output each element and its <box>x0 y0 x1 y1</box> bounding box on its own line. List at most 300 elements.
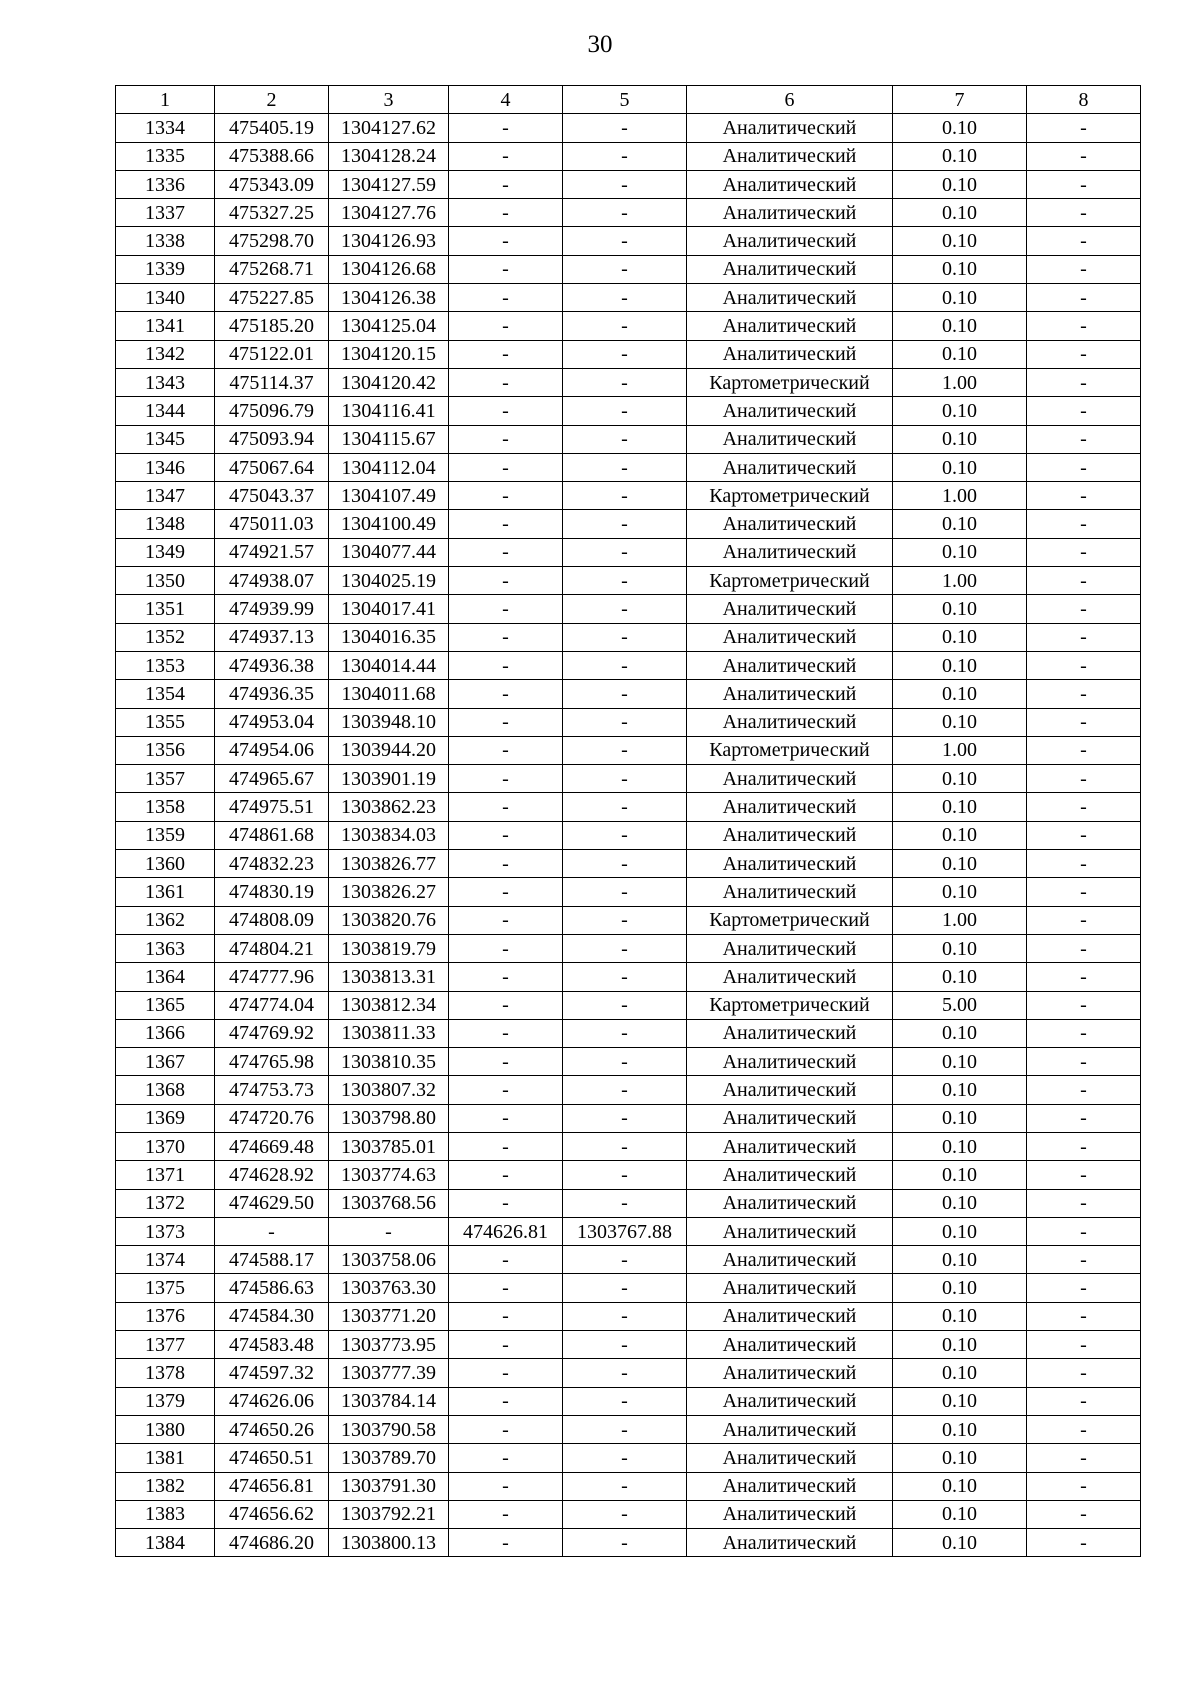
accuracy-cell: 0.10 <box>893 934 1027 962</box>
method-cell: Аналитический <box>687 1529 893 1557</box>
method-cell: Аналитический <box>687 708 893 736</box>
column-header: 4 <box>449 86 563 114</box>
x-new-cell: - <box>449 991 563 1019</box>
x-coordinate-cell: 474669.48 <box>215 1132 329 1160</box>
x-new-cell: - <box>449 878 563 906</box>
y-new-cell: - <box>563 1444 687 1472</box>
y-coordinate-cell: 1303819.79 <box>329 934 449 962</box>
x-coordinate-cell: 474830.19 <box>215 878 329 906</box>
table-row <box>116 227 1141 255</box>
point-number-cell: 1353 <box>116 651 215 679</box>
x-new-cell: - <box>449 934 563 962</box>
point-number-cell: 1349 <box>116 538 215 566</box>
accuracy-cell: 0.10 <box>893 1444 1027 1472</box>
method-cell: Аналитический <box>687 142 893 170</box>
x-new-cell: - <box>449 170 563 198</box>
table-row <box>116 510 1141 538</box>
accuracy-cell: 0.10 <box>893 1359 1027 1387</box>
accuracy-cell: 0.10 <box>893 1331 1027 1359</box>
accuracy-cell: 0.10 <box>893 821 1027 849</box>
note-cell: - <box>1027 1132 1141 1160</box>
y-new-cell: - <box>563 368 687 396</box>
note-cell: - <box>1027 397 1141 425</box>
method-cell: Аналитический <box>687 1161 893 1189</box>
method-cell: Аналитический <box>687 1415 893 1443</box>
note-cell: - <box>1027 963 1141 991</box>
note-cell: - <box>1027 623 1141 651</box>
x-new-cell: - <box>449 510 563 538</box>
y-new-cell: - <box>563 651 687 679</box>
table-row <box>116 906 1141 934</box>
x-coordinate-cell: 474954.06 <box>215 736 329 764</box>
table-row <box>116 1274 1141 1302</box>
note-cell: - <box>1027 1048 1141 1076</box>
point-number-cell: 1357 <box>116 765 215 793</box>
table-row <box>116 114 1141 142</box>
x-new-cell: - <box>449 736 563 764</box>
x-new-cell: - <box>449 227 563 255</box>
x-coordinate-cell: 475343.09 <box>215 170 329 198</box>
x-new-cell: - <box>449 255 563 283</box>
table-row <box>116 312 1141 340</box>
accuracy-cell: 0.10 <box>893 765 1027 793</box>
table-row <box>116 1359 1141 1387</box>
x-coordinate-cell: 474769.92 <box>215 1019 329 1047</box>
y-new-cell: - <box>563 821 687 849</box>
y-coordinate-cell: 1304100.49 <box>329 510 449 538</box>
x-new-cell: - <box>449 1472 563 1500</box>
note-cell: - <box>1027 1331 1141 1359</box>
accuracy-cell: 0.10 <box>893 708 1027 736</box>
method-cell: Аналитический <box>687 340 893 368</box>
table-row <box>116 1331 1141 1359</box>
method-cell: Аналитический <box>687 878 893 906</box>
note-cell: - <box>1027 708 1141 736</box>
note-cell: - <box>1027 1529 1141 1557</box>
method-cell: Аналитический <box>687 793 893 821</box>
x-coordinate-cell: 475185.20 <box>215 312 329 340</box>
y-coordinate-cell: 1303834.03 <box>329 821 449 849</box>
accuracy-cell: 0.10 <box>893 425 1027 453</box>
accuracy-cell: 0.10 <box>893 1104 1027 1132</box>
accuracy-cell: 1.00 <box>893 736 1027 764</box>
accuracy-cell: 1.00 <box>893 482 1027 510</box>
method-cell: Аналитический <box>687 1302 893 1330</box>
y-coordinate-cell: 1303774.63 <box>329 1161 449 1189</box>
table-row <box>116 850 1141 878</box>
point-number-cell: 1380 <box>116 1415 215 1443</box>
x-coordinate-cell: 475096.79 <box>215 397 329 425</box>
y-new-cell: - <box>563 397 687 425</box>
y-coordinate-cell: 1303813.31 <box>329 963 449 991</box>
y-coordinate-cell: 1303807.32 <box>329 1076 449 1104</box>
y-new-cell: - <box>563 340 687 368</box>
table-row <box>116 765 1141 793</box>
x-coordinate-cell: 475093.94 <box>215 425 329 453</box>
x-coordinate-cell: 474629.50 <box>215 1189 329 1217</box>
accuracy-cell: 0.10 <box>893 1217 1027 1245</box>
x-coordinate-cell: 474953.04 <box>215 708 329 736</box>
y-coordinate-cell: 1303790.58 <box>329 1415 449 1443</box>
accuracy-cell: 0.10 <box>893 963 1027 991</box>
y-coordinate-cell: 1303768.56 <box>329 1189 449 1217</box>
table-row <box>116 199 1141 227</box>
note-cell: - <box>1027 1274 1141 1302</box>
table-row <box>116 567 1141 595</box>
table-row <box>116 1104 1141 1132</box>
y-new-cell: - <box>563 170 687 198</box>
y-new-cell: - <box>563 114 687 142</box>
method-cell: Аналитический <box>687 397 893 425</box>
y-coordinate-cell: 1304112.04 <box>329 453 449 481</box>
x-new-cell: - <box>449 1387 563 1415</box>
point-number-cell: 1365 <box>116 991 215 1019</box>
accuracy-cell: 1.00 <box>893 906 1027 934</box>
point-number-cell: 1372 <box>116 1189 215 1217</box>
y-coordinate-cell: 1304116.41 <box>329 397 449 425</box>
method-cell: Аналитический <box>687 284 893 312</box>
x-new-cell: - <box>449 425 563 453</box>
x-coordinate-cell: 474626.06 <box>215 1387 329 1415</box>
note-cell: - <box>1027 991 1141 1019</box>
point-number-cell: 1344 <box>116 397 215 425</box>
note-cell: - <box>1027 878 1141 906</box>
x-coordinate-cell: 474656.62 <box>215 1500 329 1528</box>
table-row <box>116 453 1141 481</box>
point-number-cell: 1363 <box>116 934 215 962</box>
x-new-cell: - <box>449 1274 563 1302</box>
y-coordinate-cell: 1303792.21 <box>329 1500 449 1528</box>
accuracy-cell: 0.10 <box>893 510 1027 538</box>
y-new-cell: - <box>563 1359 687 1387</box>
table-row <box>116 623 1141 651</box>
table-row <box>116 284 1141 312</box>
accuracy-cell: 0.10 <box>893 651 1027 679</box>
table-row <box>116 1246 1141 1274</box>
x-new-cell: - <box>449 963 563 991</box>
note-cell: - <box>1027 765 1141 793</box>
y-new-cell: - <box>563 623 687 651</box>
y-coordinate-cell: 1303812.34 <box>329 991 449 1019</box>
point-number-cell: 1335 <box>116 142 215 170</box>
point-number-cell: 1337 <box>116 199 215 227</box>
y-new-cell: - <box>563 595 687 623</box>
y-coordinate-cell: 1304127.62 <box>329 114 449 142</box>
table-row <box>116 1529 1141 1557</box>
table-row <box>116 1132 1141 1160</box>
x-new-cell: - <box>449 623 563 651</box>
x-coordinate-cell: 475388.66 <box>215 142 329 170</box>
method-cell: Картометрический <box>687 567 893 595</box>
table-row <box>116 680 1141 708</box>
method-cell: Аналитический <box>687 595 893 623</box>
note-cell: - <box>1027 255 1141 283</box>
note-cell: - <box>1027 821 1141 849</box>
note-cell: - <box>1027 651 1141 679</box>
method-cell: Аналитический <box>687 1274 893 1302</box>
note-cell: - <box>1027 850 1141 878</box>
x-coordinate-cell: 474861.68 <box>215 821 329 849</box>
x-new-cell: - <box>449 595 563 623</box>
column-header: 6 <box>687 86 893 114</box>
note-cell: - <box>1027 1189 1141 1217</box>
x-coordinate-cell: 474937.13 <box>215 623 329 651</box>
accuracy-cell: 0.10 <box>893 199 1027 227</box>
note-cell: - <box>1027 1019 1141 1047</box>
point-number-cell: 1358 <box>116 793 215 821</box>
y-new-cell: - <box>563 680 687 708</box>
point-number-cell: 1381 <box>116 1444 215 1472</box>
x-coordinate-cell: 474965.67 <box>215 765 329 793</box>
method-cell: Аналитический <box>687 850 893 878</box>
table-row <box>116 142 1141 170</box>
table-row <box>116 821 1141 849</box>
y-new-cell: - <box>563 1161 687 1189</box>
column-header: 7 <box>893 86 1027 114</box>
method-cell: Аналитический <box>687 821 893 849</box>
method-cell: Аналитический <box>687 312 893 340</box>
note-cell: - <box>1027 368 1141 396</box>
method-cell: Аналитический <box>687 1048 893 1076</box>
x-coordinate-cell: 475327.25 <box>215 199 329 227</box>
y-new-cell: - <box>563 1246 687 1274</box>
accuracy-cell: 0.10 <box>893 1529 1027 1557</box>
y-new-cell: - <box>563 1415 687 1443</box>
x-new-cell: - <box>449 142 563 170</box>
y-new-cell: - <box>563 567 687 595</box>
accuracy-cell: 1.00 <box>893 368 1027 396</box>
y-coordinate-cell: 1304120.15 <box>329 340 449 368</box>
x-coordinate-cell: 474650.26 <box>215 1415 329 1443</box>
accuracy-cell: 0.10 <box>893 680 1027 708</box>
point-number-cell: 1356 <box>116 736 215 764</box>
point-number-cell: 1336 <box>116 170 215 198</box>
method-cell: Аналитический <box>687 1076 893 1104</box>
point-number-cell: 1339 <box>116 255 215 283</box>
method-cell: Аналитический <box>687 651 893 679</box>
x-new-cell: - <box>449 1246 563 1274</box>
y-coordinate-cell: 1304077.44 <box>329 538 449 566</box>
point-number-cell: 1360 <box>116 850 215 878</box>
x-coordinate-cell: 475114.37 <box>215 368 329 396</box>
method-cell: Аналитический <box>687 255 893 283</box>
y-new-cell: - <box>563 227 687 255</box>
accuracy-cell: 0.10 <box>893 142 1027 170</box>
point-number-cell: 1366 <box>116 1019 215 1047</box>
table-row <box>116 651 1141 679</box>
y-new-cell: - <box>563 1302 687 1330</box>
x-new-cell: - <box>449 793 563 821</box>
x-coordinate-cell: 474753.73 <box>215 1076 329 1104</box>
point-number-cell: 1350 <box>116 567 215 595</box>
y-coordinate-cell: 1303763.30 <box>329 1274 449 1302</box>
point-number-cell: 1364 <box>116 963 215 991</box>
accuracy-cell: 0.10 <box>893 1302 1027 1330</box>
y-new-cell: - <box>563 255 687 283</box>
x-new-cell: - <box>449 1500 563 1528</box>
method-cell: Аналитический <box>687 1359 893 1387</box>
table-row <box>116 793 1141 821</box>
y-new-cell: - <box>563 1500 687 1528</box>
coordinates-table <box>115 85 1141 1557</box>
point-number-cell: 1359 <box>116 821 215 849</box>
note-cell: - <box>1027 736 1141 764</box>
accuracy-cell: 0.10 <box>893 284 1027 312</box>
column-header: 1 <box>116 86 215 114</box>
y-coordinate-cell: 1303771.20 <box>329 1302 449 1330</box>
point-number-cell: 1368 <box>116 1076 215 1104</box>
x-new-cell: - <box>449 1529 563 1557</box>
x-coordinate-cell: 475011.03 <box>215 510 329 538</box>
method-cell: Аналитический <box>687 680 893 708</box>
y-coordinate-cell: 1304127.76 <box>329 199 449 227</box>
x-new-cell: - <box>449 199 563 227</box>
method-cell: Картометрический <box>687 482 893 510</box>
x-new-cell: - <box>449 651 563 679</box>
table-row <box>116 708 1141 736</box>
x-coordinate-cell: 474765.98 <box>215 1048 329 1076</box>
accuracy-cell: 0.10 <box>893 878 1027 906</box>
accuracy-cell: 0.10 <box>893 1076 1027 1104</box>
point-number-cell: 1362 <box>116 906 215 934</box>
table-row <box>116 340 1141 368</box>
point-number-cell: 1382 <box>116 1472 215 1500</box>
x-coordinate-cell: 474650.51 <box>215 1444 329 1472</box>
y-coordinate-cell: 1303789.70 <box>329 1444 449 1472</box>
y-new-cell: - <box>563 906 687 934</box>
table-row <box>116 1387 1141 1415</box>
y-new-cell: - <box>563 453 687 481</box>
note-cell: - <box>1027 1500 1141 1528</box>
x-coordinate-cell: 474777.96 <box>215 963 329 991</box>
method-cell: Картометрический <box>687 368 893 396</box>
y-coordinate-cell: 1304014.44 <box>329 651 449 679</box>
y-coordinate-cell: 1304128.24 <box>329 142 449 170</box>
x-new-cell: - <box>449 850 563 878</box>
accuracy-cell: 0.10 <box>893 623 1027 651</box>
accuracy-cell: 0.10 <box>893 1472 1027 1500</box>
x-coordinate-cell: 475227.85 <box>215 284 329 312</box>
method-cell: Аналитический <box>687 1019 893 1047</box>
point-number-cell: 1345 <box>116 425 215 453</box>
accuracy-cell: 0.10 <box>893 227 1027 255</box>
x-new-cell: - <box>449 340 563 368</box>
method-cell: Аналитический <box>687 963 893 991</box>
x-coordinate-cell: 474936.38 <box>215 651 329 679</box>
accuracy-cell: 0.10 <box>893 397 1027 425</box>
x-coordinate-cell: 474938.07 <box>215 567 329 595</box>
y-new-cell: - <box>563 1104 687 1132</box>
method-cell: Аналитический <box>687 1500 893 1528</box>
note-cell: - <box>1027 1104 1141 1132</box>
y-coordinate-cell: 1303810.35 <box>329 1048 449 1076</box>
method-cell: Картометрический <box>687 906 893 934</box>
accuracy-cell: 0.10 <box>893 1415 1027 1443</box>
y-coordinate-cell: 1303811.33 <box>329 1019 449 1047</box>
y-new-cell: - <box>563 199 687 227</box>
accuracy-cell: 0.10 <box>893 1019 1027 1047</box>
y-coordinate-cell: 1304017.41 <box>329 595 449 623</box>
y-coordinate-cell: 1303777.39 <box>329 1359 449 1387</box>
point-number-cell: 1379 <box>116 1387 215 1415</box>
note-cell: - <box>1027 312 1141 340</box>
x-new-cell: - <box>449 708 563 736</box>
method-cell: Аналитический <box>687 1444 893 1472</box>
note-cell: - <box>1027 142 1141 170</box>
x-coordinate-cell: 474804.21 <box>215 934 329 962</box>
y-new-cell: 1303767.88 <box>563 1217 687 1245</box>
accuracy-cell: 0.10 <box>893 1048 1027 1076</box>
x-new-cell: - <box>449 1132 563 1160</box>
accuracy-cell: 0.10 <box>893 538 1027 566</box>
x-coordinate-cell: 475122.01 <box>215 340 329 368</box>
method-cell: Аналитический <box>687 510 893 538</box>
note-cell: - <box>1027 793 1141 821</box>
table-row <box>116 1415 1141 1443</box>
accuracy-cell: 0.10 <box>893 1246 1027 1274</box>
y-coordinate-cell: 1303944.20 <box>329 736 449 764</box>
point-number-cell: 1343 <box>116 368 215 396</box>
method-cell: Аналитический <box>687 934 893 962</box>
y-new-cell: - <box>563 538 687 566</box>
y-coordinate-cell: 1304025.19 <box>329 567 449 595</box>
table-row <box>116 425 1141 453</box>
x-coordinate-cell: 474656.81 <box>215 1472 329 1500</box>
x-new-cell: - <box>449 114 563 142</box>
note-cell: - <box>1027 284 1141 312</box>
x-new-cell: - <box>449 680 563 708</box>
column-header: 8 <box>1027 86 1141 114</box>
point-number-cell: 1361 <box>116 878 215 906</box>
point-number-cell: 1377 <box>116 1331 215 1359</box>
y-coordinate-cell: 1303758.06 <box>329 1246 449 1274</box>
x-new-cell: - <box>449 567 563 595</box>
note-cell: - <box>1027 680 1141 708</box>
accuracy-cell: 1.00 <box>893 567 1027 595</box>
note-cell: - <box>1027 595 1141 623</box>
y-new-cell: - <box>563 142 687 170</box>
y-coordinate-cell: 1303798.80 <box>329 1104 449 1132</box>
point-number-cell: 1342 <box>116 340 215 368</box>
note-cell: - <box>1027 1472 1141 1500</box>
method-cell: Аналитический <box>687 170 893 198</box>
table-row <box>116 368 1141 396</box>
accuracy-cell: 0.10 <box>893 1132 1027 1160</box>
y-coordinate-cell: 1304125.04 <box>329 312 449 340</box>
table-header-row <box>116 86 1141 114</box>
y-new-cell: - <box>563 1189 687 1217</box>
table-row <box>116 1217 1141 1245</box>
point-number-cell: 1383 <box>116 1500 215 1528</box>
x-coordinate-cell: 474597.32 <box>215 1359 329 1387</box>
x-coordinate-cell: 474832.23 <box>215 850 329 878</box>
table-row <box>116 1302 1141 1330</box>
x-new-cell: - <box>449 906 563 934</box>
y-new-cell: - <box>563 878 687 906</box>
method-cell: Аналитический <box>687 453 893 481</box>
y-new-cell: - <box>563 708 687 736</box>
table-row <box>116 595 1141 623</box>
method-cell: Аналитический <box>687 1189 893 1217</box>
y-coordinate-cell: 1304127.59 <box>329 170 449 198</box>
y-coordinate-cell: 1303785.01 <box>329 1132 449 1160</box>
x-coordinate-cell: 474936.35 <box>215 680 329 708</box>
y-new-cell: - <box>563 934 687 962</box>
x-new-cell: - <box>449 1359 563 1387</box>
point-number-cell: 1384 <box>116 1529 215 1557</box>
x-new-cell: - <box>449 1161 563 1189</box>
y-coordinate-cell: 1304126.93 <box>329 227 449 255</box>
